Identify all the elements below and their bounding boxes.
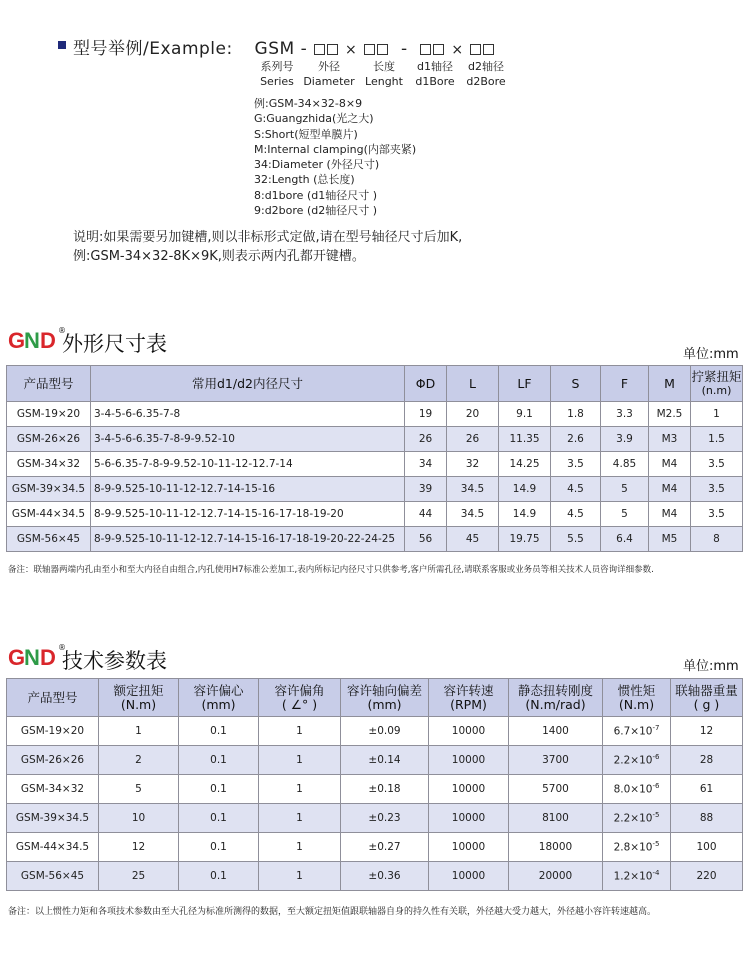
- table-row: GSM-39×34.5 10 0.1 1 ±0.23 10000 8100 $2.2\times 10^{-5}$ 88: [7, 804, 743, 833]
- example-heading-row: [73, 34, 495, 59]
- placeholder-box: [470, 44, 481, 55]
- col-header: 容许轴向偏差 (mm): [341, 679, 429, 717]
- label-d2bore: d2轴径 d2Bore: [466, 60, 506, 88]
- table-row: GSM-34×32 5 0.1 1 ±0.18 10000 5700 $8.0\times 10^{-6}$ 61: [7, 775, 743, 804]
- times-sign: ×: [345, 42, 358, 58]
- col-header: F: [601, 366, 649, 402]
- times-sign: ×: [451, 42, 464, 58]
- col-header: LF: [499, 366, 551, 402]
- col-header: 容许偏心 (mm): [179, 679, 259, 717]
- placeholder-box: [433, 44, 444, 55]
- col-header: 联轴器重量 ( g ): [671, 679, 743, 717]
- table-row: GSM-26×26 3-4-5-6-6.35-7-8-9-9.52-10 26 26 11.35 2.6 3.9 M3 1.5: [7, 427, 743, 452]
- example-heading: 型号举例/Example:: [73, 39, 233, 59]
- table-row: GSM-26×26 2 0.1 1 ±0.14 10000 3700 $2.2\times 10^{-6}$ 28: [7, 746, 743, 775]
- table-row: GSM-19×20 1 0.1 1 ±0.09 10000 1400 $6.7\times 10^{-7}$ 12: [7, 717, 743, 746]
- label-length: 长度 Lenght: [365, 60, 403, 88]
- note-line: 例:GSM-34×32-8K×9K,则表示两内孔都开键槽。: [73, 249, 365, 264]
- example-lines: [254, 96, 416, 218]
- model-prefix: GSM -: [254, 39, 308, 59]
- col-header: 产品型号: [7, 679, 99, 717]
- table-row: GSM-44×34.5 8-9-9.525-10-11-12-12.7-14-15-16-17-18-19-20 44 34.5 14.9 4.5 5 M4 3.5: [7, 502, 743, 527]
- example-line: 34:Diameter (外径尺寸): [254, 158, 380, 172]
- gnd-logo: [8, 643, 68, 669]
- label-diameter: 外径 Diameter: [303, 60, 355, 88]
- tech-table: [6, 678, 743, 891]
- placeholder-box: [420, 44, 431, 55]
- example-line: 例:GSM-34×32-8×9: [254, 97, 363, 110]
- example-line: 8:d1bore (d1轴径尺寸 ): [254, 188, 378, 202]
- bullet-square: [58, 41, 66, 49]
- col-header: 惯性矩 (N.m): [603, 679, 671, 717]
- table-row: GSM-39×34.5 8-9-9.525-10-11-12-12.7-14-15-16 39 34.5 14.9 4.5 5 M4 3.5: [7, 477, 743, 502]
- svg-text:D: D: [40, 645, 56, 669]
- placeholder-box: [483, 44, 494, 55]
- col-header: 额定扭矩 (N.m): [99, 679, 179, 717]
- svg-text:G: G: [8, 328, 26, 352]
- col-header: 容许偏角 ( ∠° ): [259, 679, 341, 717]
- col-header: 静态扭转刚度 (N.m/rad): [509, 679, 603, 717]
- example-line: M:Internal clamping(内部夹紧): [254, 142, 417, 156]
- dims-footnote: 备注：联轴器两端内孔由至小和至大内径自由组合,内孔使用H7标准公差加工,表内所标记内径尺寸只供参考,客户所需孔径,请联系客服或业务员等相关技术人员咨询详细参数.: [8, 565, 654, 575]
- gnd-logo-icon: [8, 643, 58, 669]
- dims-unit: 单位:mm: [683, 347, 739, 362]
- example-line: G:Guangzhida(光之大): [254, 112, 374, 126]
- tech-footnote: 备注：以上惯性力矩和各项技术参数由至大孔径为标准所测得的数据，至大额定扭矩值跟联轴器自身的持久性有关联，外径越大受力越大，外径越小容许转速越高。: [8, 907, 657, 917]
- logo-registered: ®: [58, 326, 66, 335]
- placeholder-box: [364, 44, 375, 55]
- example-line: 9:d2bore (d2轴径尺寸 ): [254, 204, 378, 218]
- col-header: S: [551, 366, 601, 402]
- dims-title: 外形尺寸表: [62, 332, 167, 356]
- col-header: 常用d1/d2内径尺寸: [91, 366, 405, 402]
- logo-registered: ®: [58, 643, 66, 652]
- col-header: ΦD: [405, 366, 447, 402]
- col-header: 产品型号: [7, 366, 91, 402]
- table-row: GSM-56×45 25 0.1 1 ±0.36 10000 20000 $1.2\times 10^{-4}$ 220: [7, 862, 743, 891]
- note-line: 说明:如果需要另加键槽,则以非标形式定做,请在型号轴径尺寸后加K,: [73, 230, 463, 245]
- tech-title: 技术参数表: [62, 649, 167, 673]
- svg-text:N: N: [24, 328, 40, 352]
- svg-text:G: G: [8, 645, 26, 669]
- example-line: S:Short(短型单膜片): [254, 127, 358, 141]
- table-row: GSM-56×45 8-9-9.525-10-11-12-12.7-14-15-16-17-18-19-20-22-24-25 56 45 19.75 5.5 6.4 M5 8: [7, 527, 743, 552]
- label-d1bore: d1轴径 d1Bore: [415, 60, 455, 88]
- placeholder-box: [314, 44, 325, 55]
- table-row: GSM-34×32 5-6-6.35-7-8-9-9.52-10-11-12-12.7-14 34 32 14.25 3.5 4.85 M4 3.5: [7, 452, 743, 477]
- table-row: GSM-44×34.5 12 0.1 1 ±0.27 10000 18000 $2.8\times 10^{-5}$ 100: [7, 833, 743, 862]
- col-header: M: [649, 366, 691, 402]
- dims-table: [6, 365, 743, 552]
- col-header: L: [447, 366, 499, 402]
- keyway-note: [73, 228, 462, 266]
- tech-unit: 单位:mm: [683, 659, 739, 674]
- svg-text:N: N: [24, 645, 40, 669]
- placeholder-box: [377, 44, 388, 55]
- dash-sign: -: [400, 39, 408, 59]
- gnd-logo: [8, 326, 68, 352]
- table-row: GSM-19×20 3-4-5-6-6.35-7-8 19 20 9.1 1.8 3.3 M2.5 1: [7, 402, 743, 427]
- col-header: 容许转速 (RPM): [429, 679, 509, 717]
- gnd-logo-icon: [8, 326, 58, 352]
- placeholder-box: [327, 44, 338, 55]
- col-header: 拧紧扭矩 (n.m): [691, 366, 743, 402]
- svg-text:D: D: [40, 328, 56, 352]
- label-series: 系列号 Series: [260, 60, 294, 88]
- example-line: 32:Length (总长度): [254, 173, 355, 187]
